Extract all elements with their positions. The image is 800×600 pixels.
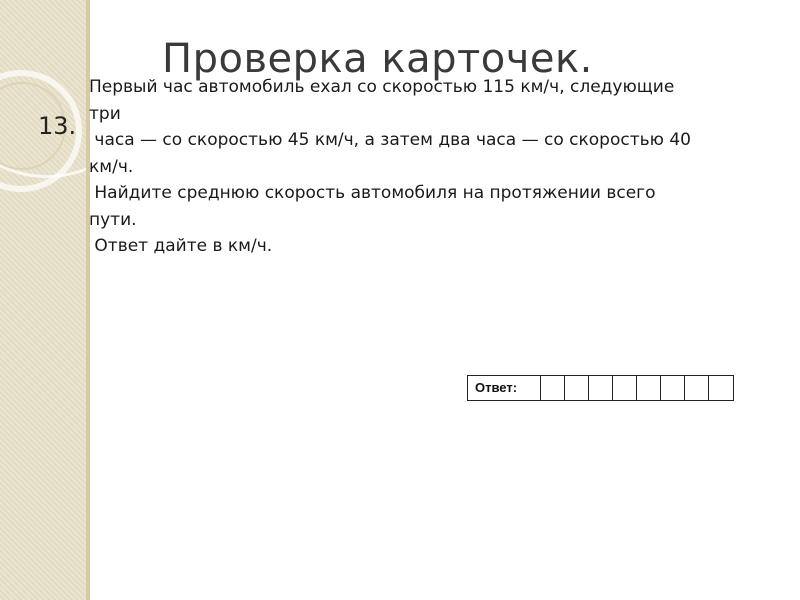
problem-line: Ответ дайте в км/ч. bbox=[89, 236, 273, 256]
problem-line: часа — со скоростью 45 км/ч, а затем два часа — со скоростью 40 bbox=[89, 130, 691, 150]
decorative-side-panel bbox=[0, 0, 86, 600]
answer-box bbox=[467, 375, 734, 401]
problem-text bbox=[89, 74, 769, 260]
answer-cell[interactable] bbox=[589, 376, 613, 400]
task-number: 13. bbox=[38, 112, 77, 140]
problem-line: Первый час автомобиль ехал со скоростью 115 км/ч, следующие bbox=[89, 77, 675, 97]
answer-cell[interactable] bbox=[613, 376, 637, 400]
problem-line: пути. bbox=[89, 209, 137, 230]
answer-cell[interactable] bbox=[661, 376, 685, 400]
answer-cell[interactable] bbox=[709, 376, 733, 400]
slide-title: Проверка карточек. bbox=[162, 36, 593, 82]
answer-cell[interactable] bbox=[637, 376, 661, 400]
problem-line: Найдите среднюю скорость автомобиля на протяжении всего bbox=[89, 183, 656, 203]
problem-line: три bbox=[89, 103, 121, 124]
answer-cell[interactable] bbox=[685, 376, 709, 400]
answer-label: Ответ: bbox=[468, 376, 541, 400]
problem-line: км/ч. bbox=[89, 156, 134, 177]
answer-cell[interactable] bbox=[565, 376, 589, 400]
answer-cell[interactable] bbox=[541, 376, 565, 400]
